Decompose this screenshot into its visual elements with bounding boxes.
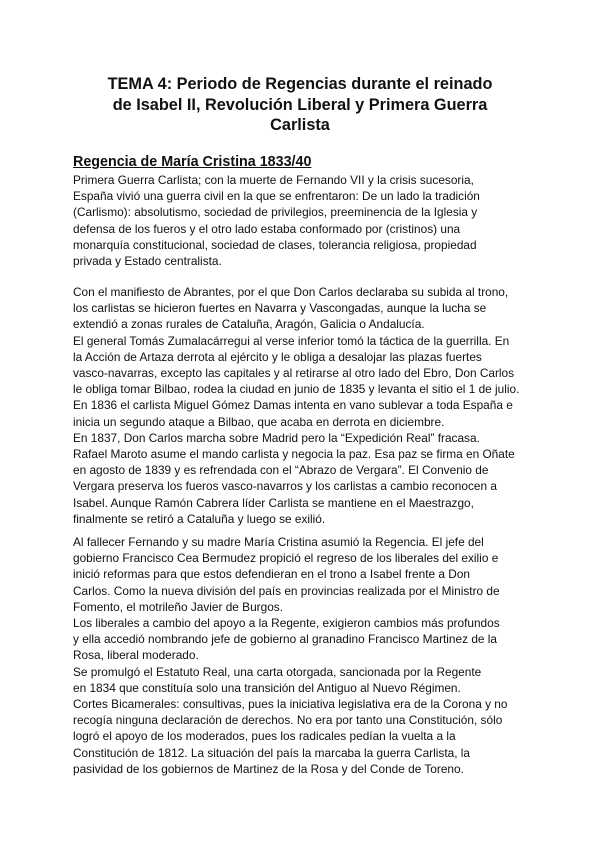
text-line: gobierno Francisco Cea Bermudez propició el regreso de los liberales del exilio e [73,551,499,566]
title-line: de Isabel II, Revolución Liberal y Primera Guerra [112,95,488,114]
text-line: inició reformas para que estos defendieran en el trono a Isabel frente a Don [73,567,471,582]
text-line: recogía ninguna declaración de derechos. No era por tanto una Constitución, sólo [73,713,503,728]
text-line: inicia un segundo ataque a Bilbao, que acaba en derrota en diciembre. [73,414,445,429]
text-line: logró el apoyo de los moderados, pues los radicales pedían la vuelta a la [73,729,456,744]
text-line: vasco-navarras, excepto las capitales y al retirarse al otro lado del Ebro, Don Carlos [73,366,515,381]
text-line: pasividad de los gobiernos de Martinez de la Rosa y del Conde de Toreno. [73,761,464,776]
paragraph-regencia [73,534,543,777]
text-line: defensa de los fueros y el otro lado estaba conformado por (cristinos) una [73,221,461,236]
text-line: (Carlismo): absolutismo, sociedad de privilegios, preeminencia de la Iglesia y [73,205,478,220]
text-line: Carlos. Como la nueva división del país en provincias realizada por el Ministro de [73,583,500,598]
title-line: Carlista [270,116,330,134]
text-line: Cortes Bicamerales: consultivas, pues la iniciativa legislativa era de la Corona y no [73,697,508,712]
text-line: Al fallecer Fernando y su madre María Cristina asumió la Regencia. El jefe del [73,535,484,549]
text-line: Isabel. Aunque Ramón Cabrera líder Carlista se mantiene en el Maestrazgo, [73,495,474,510]
title-line: TEMA 4: Periodo de Regencias durante el reinado [107,75,493,93]
page-title [70,74,530,136]
section-heading: Regencia de María Cristina 1833/40 [73,154,312,170]
text-line: en agosto de 1839 y es refrendada con el “Abrazo de Vergara”. El Convenio de [73,463,489,478]
text-line: y ella accedió nombrando jefe de gobierno al granadino Francisco Martinez de la [73,632,497,647]
text-line: privada y Estado centralista. [73,254,222,269]
text-line: finalmente se retiró a Cataluña y luego se exilió. [73,511,326,526]
text-line: Constitución de 1812. La situación del país la marcaba la guerra Carlista, la [73,745,470,760]
text-line: Vergara preserva los fueros vasco-navarros y los carlistas a cambio reconocen a [73,479,497,494]
text-line: Primera Guerra Carlista; con la muerte de Fernando VII y la crisis sucesoria, [73,173,474,187]
text-line: En 1837, Don Carlos marcha sobre Madrid pero la “Expedición Real” fracasa. [73,430,480,445]
text-line: la Acción de Artaza derrota al ejército y le obliga a desalojar las plazas fuertes [73,349,482,364]
text-line: le obliga tomar Bilbao, rodea la ciudad en junio de 1835 y levanta el sitio el 1 de julio. [73,382,520,397]
text-line: Con el manifiesto de Abrantes, por el que Don Carlos declaraba su subida al trono, [73,285,509,299]
text-line: Rosa, liberal moderado. [73,648,199,663]
paragraph-primera-guerra [73,172,543,269]
text-line: en 1834 que constituía solo una transición del Antiguo al Nuevo Régimen. [73,680,461,695]
text-line: En 1836 el carlista Miguel Gómez Damas intenta en vano sublevar a toda España e [73,398,513,413]
text-line: El general Tomás Zumalacárregui al verse inferior tomó la táctica de la guerrilla. En [73,333,510,348]
text-line: Se promulgó el Estatuto Real, una carta otorgada, sancionada por la Regente [73,664,482,679]
text-line: Los liberales a cambio del apoyo a la Regente, exigieron cambios más profundos [73,616,500,631]
text-line: los carlistas se hicieron fuertes en Navarra y Vascongadas, aunque la lucha se [73,301,487,316]
text-line: España vivió una guerra civil en la que se enfrentaron: De un lado la tradición [73,189,480,204]
text-line: monarquía constitucional, sociedad de clases, tolerancia religiosa, propiedad [73,237,477,252]
text-line: extendió a zonas rurales de Cataluña, Aragón, Galicia o Andalucía. [73,317,425,332]
text-line: Rafael Maroto asume el mando carlista y negocia la paz. Esa paz se firma en Oñate [73,447,515,462]
paragraph-manifiesto-abrantes [73,284,543,527]
text-line: Fomento, el motrileño Javier de Burgos. [73,599,283,614]
